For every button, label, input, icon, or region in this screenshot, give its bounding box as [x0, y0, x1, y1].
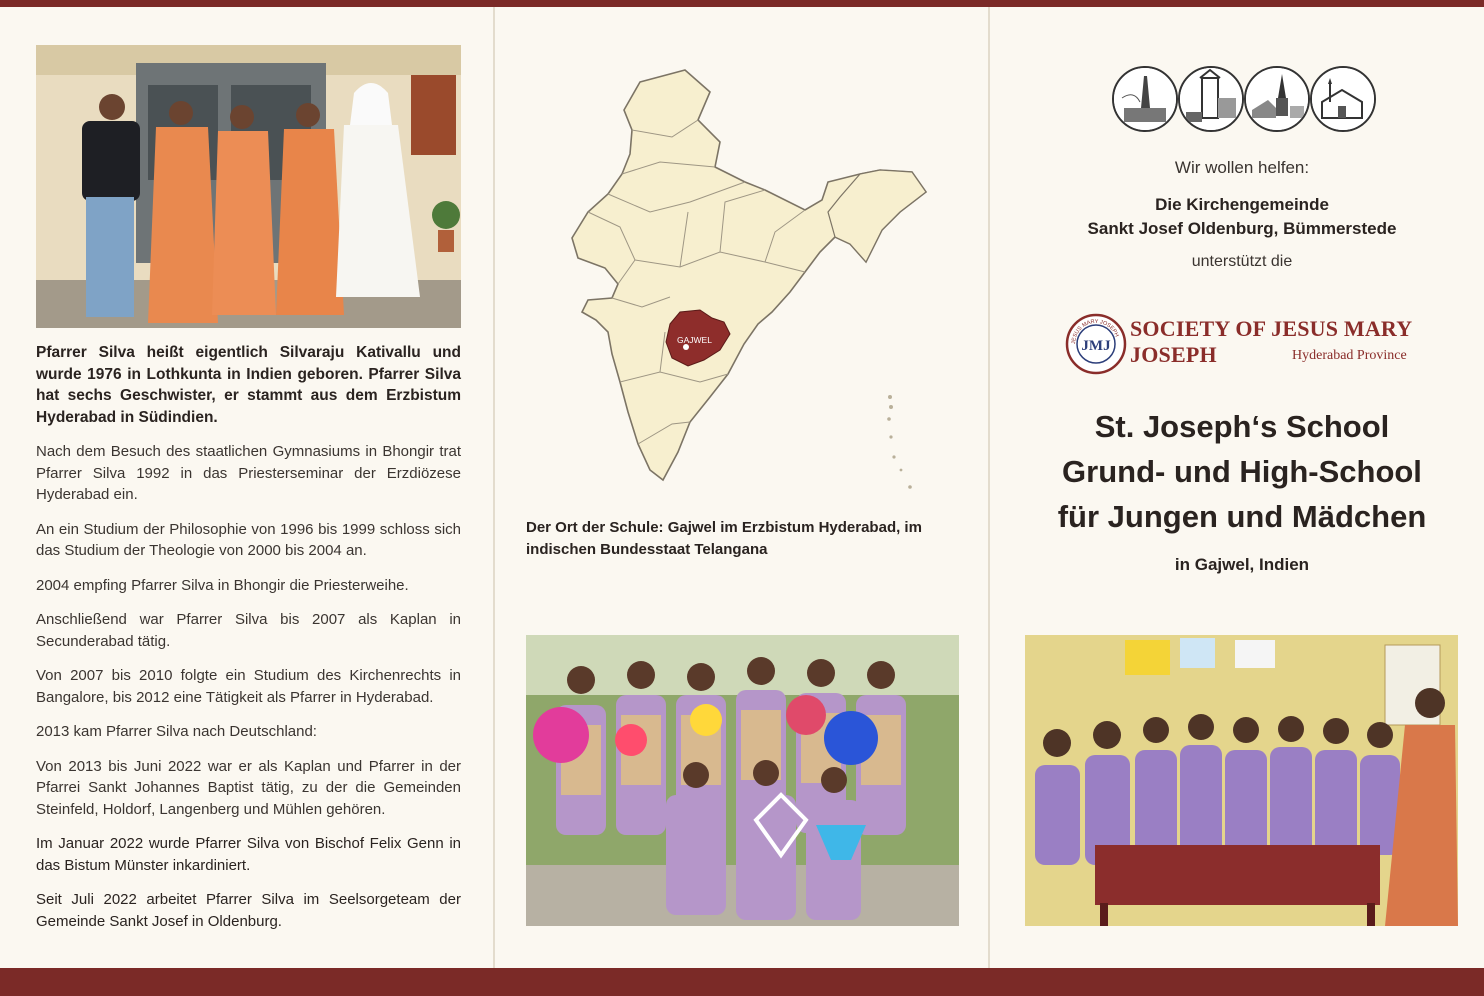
- andaman-islands: [887, 395, 912, 489]
- bio-paragraph: Anschließend war Pfarrer Silva bis 2007 als Kaplan in Secunderabad tätig.: [36, 611, 461, 650]
- bio-paragraph: Von 2013 bis Juni 2022 war er als Kaplan und Pfarrer in der Pfarrei Sankt Johannes Baptist tätig, zu der die Gemeinden Steinfeld, Holdorf, Langenberg und Mühlen gehören.: [36, 757, 461, 818]
- church-sketch-bell-tower-icon: [1178, 66, 1244, 132]
- india-map: [560, 62, 940, 502]
- logo-ring-text: JESUS MARY JOSEPH: [1070, 318, 1120, 345]
- map-caption: Der Ort der Schule: Gajwel im Erzbistum Hyderabad, im indischen Bundesstaat Telangana: [526, 519, 922, 558]
- bio-paragraph: 2013 kam Pfarrer Silva nach Deutschland:: [36, 723, 317, 740]
- help-statement: Wir wollen helfen:: [1174, 158, 1310, 177]
- school-title: [1000, 404, 1484, 539]
- church-sketch-chapel-icon: [1310, 66, 1376, 132]
- parish-line-1: Die Kirchengemeinde: [1155, 195, 1329, 214]
- school-title-line-1: St. Joseph‘s School: [1094, 409, 1390, 444]
- bio-paragraph: 2004 empfing Pfarrer Silva in Bhongir die Priesterweihe.: [36, 576, 409, 594]
- classroom-students-photo: [1025, 635, 1458, 926]
- support-statement: unterstützt die: [1191, 253, 1293, 270]
- india-outline: [572, 70, 926, 480]
- priest-biography: [36, 342, 461, 945]
- top-border: [0, 0, 1484, 7]
- church-sketch-steeple-icon: [1244, 66, 1310, 132]
- society-province: Hyderabad Province: [1292, 348, 1407, 363]
- school-title-line-2: Grund- und High-School: [1062, 454, 1422, 489]
- students-with-crafts-photo: [526, 635, 959, 926]
- school-title-line-3: für Jungen und Mädchen: [1057, 499, 1427, 534]
- bio-paragraph: Von 2007 bis 2010 folgte ein Studium des Kirchenrechts in Bangalore, bis 2012 eine Tätigkeit als Pfarrer in Hyderabad.: [36, 667, 461, 706]
- gajwel-label: GAJWEL: [677, 335, 712, 345]
- logo-monogram: JMJ: [1081, 338, 1111, 354]
- bio-closing: Seit Juli 2022 arbeitet Pfarrer Silva im Seelsorgeteam der Gemeinde Sankt Josef in Oldenburg.: [36, 891, 461, 930]
- bio-paragraph: An ein Studium der Philosophie von 1996 bis 1999 schloss sich das Studium der Theologie von 2000 bis 2004 an.: [36, 520, 461, 559]
- society-jmj-logo: [1065, 313, 1127, 375]
- parish-line-2: Sankt Josef Oldenburg, Bümmerstede: [1087, 219, 1397, 238]
- bottom-border: [0, 968, 1484, 996]
- bio-paragraph: Nach dem Besuch des staatlichen Gymnasiums in Bhongir trat Pfarrer Silva 1992 in das Priesterseminar der Erzdiözese Hyderabad ein.: [36, 443, 461, 503]
- parish-name: [1000, 193, 1484, 241]
- church-sketch-tower-icon: [1112, 66, 1178, 132]
- group-photo-priest-and-sisters: [36, 45, 461, 328]
- church-sketch-row: [1112, 66, 1376, 130]
- society-name: SOCIETY OF JESUS MARY JOSEPH: [1130, 316, 1412, 367]
- school-location: in Gajwel, Indien: [1174, 555, 1310, 574]
- bio-closing: Im Januar 2022 wurde Pfarrer Silva von Bischof Felix Genn in das Bistum Münster inkardiniert.: [36, 835, 461, 874]
- bio-intro: Pfarrer Silva heißt eigentlich Silvaraju Kativallu und wurde 1976 in Lothkunta in Indien geboren. Pfarrer Silva hat sechs Geschwister, er stammt aus dem Erzbistum Hyderabad in Südindien.: [36, 344, 461, 426]
